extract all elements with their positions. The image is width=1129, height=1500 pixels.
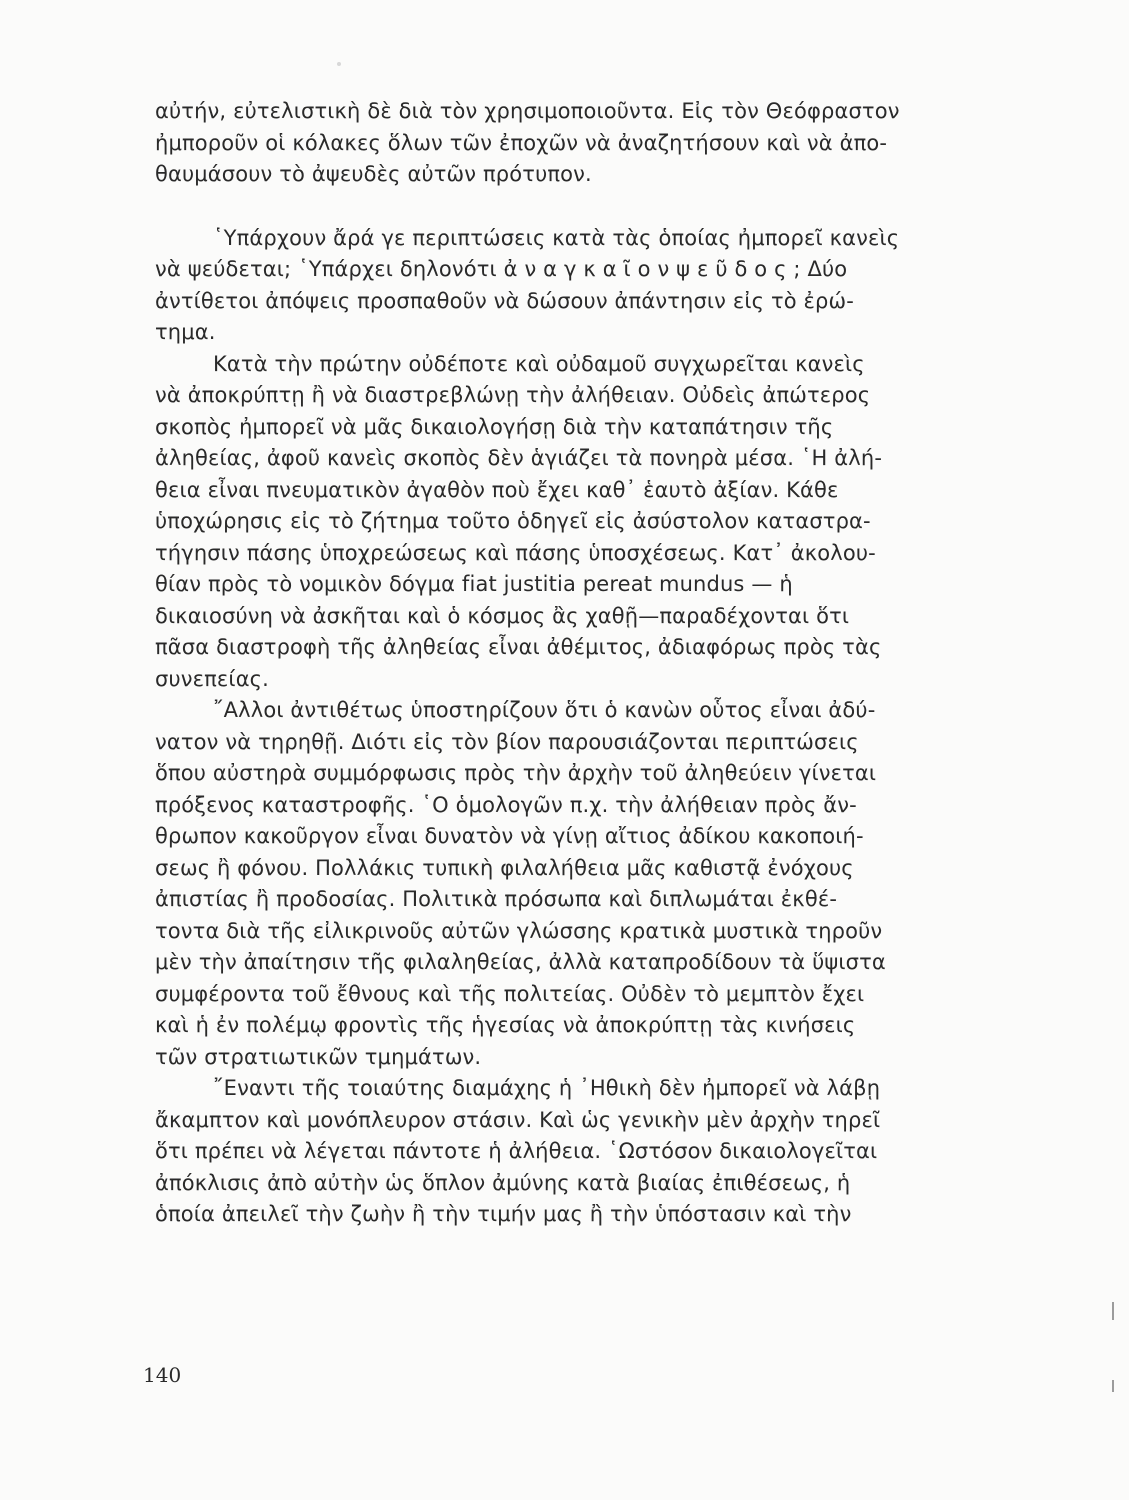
text-line: Κατὰ τὴν πρώτην οὐδέποτε καὶ οὐδαμοῦ συγχωρεῖται κανεὶς (213, 351, 865, 376)
text-line: θίαν πρὸς τὸ νομικὸν δόγμα fiat justitia pereat mundus — ἡ (155, 572, 793, 596)
paragraph-1 (155, 96, 980, 191)
text-line: νὰ ψεύδεται; ῾Υπάρχει δηλονότι ἀ ν α γ κ α ῖ ο ν ψ ε ῦ δ ο ς ; Δύο (155, 257, 848, 281)
text-line: καὶ ἡ ἐν πολέμῳ φροντὶς τῆς ἡγεσίας νὰ ἀποκρύπτῃ τὰς κινήσεις (155, 1013, 856, 1037)
text-line: ἄκαμπτον καὶ μονόπλευρον στάσιν. Καὶ ὡς γενικὴν μὲν ἀρχὴν τηρεῖ (155, 1107, 881, 1132)
text-line: ῎Αλλοι ἀντιθέτως ὑποστηρίζουν ὅτι ὁ κανὼν οὗτος εἶναι ἀδύ- (213, 698, 876, 722)
text-line: νατον νὰ τηρηθῇ. Διότι εἰς τὸν βίον παρουσιάζονται περιπτώσεις (155, 729, 859, 754)
text-line: μὲν τὴν ἀπαίτησιν τῆς φιλαληθείας, ἀλλὰ καταπροδίδουν τὰ ὕψιστα (155, 950, 886, 974)
text-line: τήγησιν πάσης ὑποχρεώσεως καὶ πάσης ὑποσχέσεως. Κατ᾽ ἀκολου- (155, 540, 876, 565)
text-line: θαυμάσουν τὸ ἀψευδὲς αὐτῶν πρότυπον. (155, 162, 592, 186)
paragraph-2 (155, 223, 980, 349)
paragraph-4 (155, 695, 980, 1073)
text-line: νὰ ἀποκρύπτῃ ἢ νὰ διαστρεβλώνῃ τὴν ἀλήθειαν. Οὐδεὶς ἀπώτερος (155, 383, 871, 407)
paragraph-gap (155, 191, 980, 223)
page-number: 140 (143, 1363, 182, 1387)
text-line: ῾Υπάρχουν ἄρά γε περιπτώσεις κατὰ τὰς ὁποίας ἠμπορεῖ κανεὶς (213, 225, 900, 250)
text-line: αὐτήν, εὐτελιστικὴ δὲ διὰ τὸν χρησιμοποιοῦντα. Εἰς τὸν Θεόφραστον (155, 99, 900, 123)
page-speck (337, 62, 341, 66)
text-line: ἀντίθετοι ἀπόψεις προσπαθοῦν νὰ δώσουν ἀπάντησιν εἰς τὸ ἐρώ- (155, 288, 855, 313)
text-line: ὑποχώρησις εἰς τὸ ζήτημα τοῦτο ὁδηγεῖ εἰς ἀσύστολον καταστρα- (155, 509, 871, 533)
text-line: ἀληθείας, ἀφοῦ κανεὶς σκοπὸς δὲν ἁγιάζει τὰ πονηρὰ μέσα. ῾Η ἀλή- (155, 446, 883, 470)
text-line: συνεπείας. (155, 666, 269, 691)
text-line: θεια εἶναι πνευματικὸν ἀγαθὸν ποὺ ἔχει καθ᾽ ἑαυτὸ ἀξίαν. Κάθε (155, 477, 839, 502)
text-line: ὅπου αὐστηρὰ συμμόρφωσις πρὸς τὴν ἀρχὴν τοῦ ἀληθεύειν γίνεται (155, 761, 877, 785)
text-line: πᾶσα διαστροφὴ τῆς ἀληθείας εἶναι ἀθέμιτος, ἀδιαφόρως πρὸς τὰς (155, 635, 882, 659)
paragraph-5 (155, 1073, 980, 1231)
body-text (155, 96, 980, 1231)
text-line: ῎Εναντι τῆς τοιαύτης διαμάχης ἡ ᾽Ηθικὴ δὲν ἠμπορεῖ νὰ λάβῃ (213, 1076, 881, 1100)
text-line: τῶν στρατιωτικῶν τμημάτων. (155, 1044, 482, 1069)
text-line: ἀπιστίας ἢ προδοσίας. Πολιτικὰ πρόσωπα καὶ διπλωμάται ἐκθέ- (155, 887, 838, 911)
text-line: ἠμποροῦν οἱ κόλακες ὅλων τῶν ἐποχῶν νὰ ἀναζητήσουν καὶ νὰ ἀπο- (155, 130, 888, 155)
text-line: ἀπόκλισις ἀπὸ αὐτὴν ὡς ὅπλον ἀμύνης κατὰ βιαίας ἐπιθέσεως, ἡ (155, 1170, 851, 1195)
page-edge-mark (1112, 1380, 1114, 1392)
text-line: τημα. (155, 320, 216, 344)
text-line: σκοπὸς ἠμπορεῖ νὰ μᾶς δικαιολογήσῃ διὰ τὴν καταπάτησιν τῆς (155, 414, 834, 439)
text-line: τοντα διὰ τῆς εἰλικρινοῦς αὐτῶν γλώσσης κρατικὰ μυστικὰ τηροῦν (155, 918, 883, 943)
text-line: ὁποία ἀπειλεῖ τὴν ζωὴν ἢ τὴν τιμήν μας ἢ τὴν ὑπόστασιν καὶ τὴν (155, 1202, 852, 1226)
text-line: θρωπον κακοῦργον εἶναι δυνατὸν νὰ γίνῃ αἴτιος ἀδίκου κακοποιή- (155, 824, 864, 848)
text-line: ὅτι πρέπει νὰ λέγεται πάντοτε ἡ ἀλήθεια. ῾Ωστόσον δικαιολογεῖται (155, 1139, 878, 1163)
text-line: δικαιοσύνη νὰ ἀσκῆται καὶ ὁ κόσμος ἂς χαθῇ—παραδέχονται ὅτι (155, 603, 850, 628)
page-edge-mark (1112, 1302, 1114, 1320)
text-line: συμφέροντα τοῦ ἔθνους καὶ τῆς πολιτείας. Οὐδὲν τὸ μεμπτὸν ἔχει (155, 981, 865, 1006)
paragraph-3 (155, 349, 980, 696)
text-line: πρόξενος καταστροφῆς. ῾Ο ὁμολογῶν π.χ. τὴν ἀλήθειαν πρὸς ἄν- (155, 792, 857, 817)
text-line: σεως ἢ φόνου. Πολλάκις τυπικὴ φιλαλήθεια μᾶς καθιστᾷ ἐνόχους (155, 855, 854, 880)
